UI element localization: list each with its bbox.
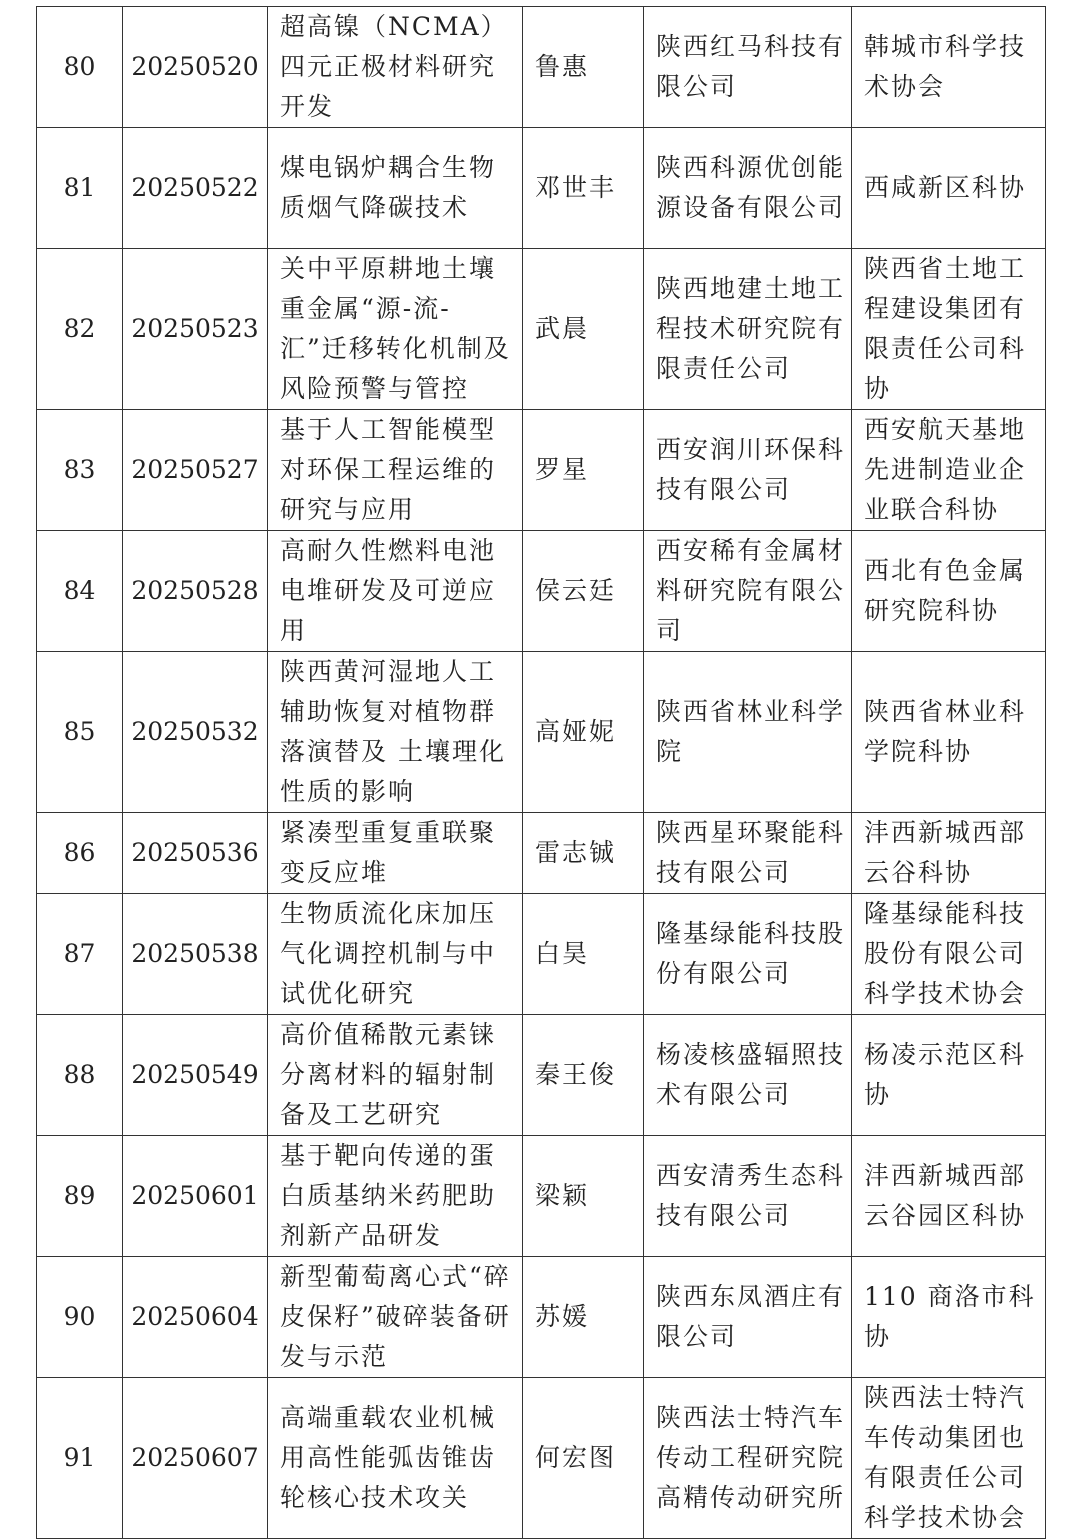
row-number: 90: [37, 1257, 123, 1378]
applicant-unit: 陕西红马科技有限公司: [644, 7, 852, 128]
project-leader: 武晨: [523, 249, 644, 410]
project-code: 20250604: [123, 1257, 268, 1378]
project-title: 紧凑型重复重联聚变反应堆: [268, 813, 523, 894]
applicant-unit: 隆基绿能科技股份有限公司: [644, 894, 852, 1015]
project-title: 高耐久性燃料电池电堆研发及可逆应用: [268, 531, 523, 652]
table-row: [37, 1136, 1046, 1257]
table-row: [37, 894, 1046, 1015]
row-number: 81: [37, 128, 123, 249]
project-title: 生物质流化床加压气化调控机制与中试优化研究: [268, 894, 523, 1015]
table-row: [37, 128, 1046, 249]
row-number: 91: [37, 1378, 123, 1539]
project-title: 基于人工智能模型对环保工程运维的研究与应用: [268, 410, 523, 531]
applicant-unit: 西安润川环保科技有限公司: [644, 410, 852, 531]
project-title: 基于靶向传递的蛋白质基纳米药肥助剂新产品研发: [268, 1136, 523, 1257]
table-row: [37, 249, 1046, 410]
project-code: 20250532: [123, 652, 268, 813]
project-title: 超高镍（NCMA）四元正极材料研究开发: [268, 7, 523, 128]
applicant-unit: 陕西东凤酒庄有限公司: [644, 1257, 852, 1378]
table-row: [37, 652, 1046, 813]
applicant-unit: 陕西科源优创能源设备有限公司: [644, 128, 852, 249]
recommending-org: 陕西省土地工程建设集团有限责任公司科协: [852, 249, 1046, 410]
project-title: 关中平原耕地土壤重金属“源-流-汇”迁移转化机制及风险预警与管控: [268, 249, 523, 410]
project-code: 20250538: [123, 894, 268, 1015]
project-title: 煤电锅炉耦合生物质烟气降碳技术: [268, 128, 523, 249]
applicant-unit: 西安清秀生态科技有限公司: [644, 1136, 852, 1257]
row-number: 87: [37, 894, 123, 1015]
table-row: [37, 531, 1046, 652]
project-code: 20250522: [123, 128, 268, 249]
project-title: 陕西黄河湿地人工辅助恢复对植物群落演替及 土壤理化性质的影响: [268, 652, 523, 813]
project-title: 新型葡萄离心式“碎皮保籽”破碎装备研发与示范: [268, 1257, 523, 1378]
row-number: 88: [37, 1015, 123, 1136]
recommending-org: 沣西新城西部云谷科协: [852, 813, 1046, 894]
project-code: 20250523: [123, 249, 268, 410]
recommending-org: 陕西省林业科学院科协: [852, 652, 1046, 813]
project-code: 20250607: [123, 1378, 268, 1539]
recommending-org: 陕西法士特汽车传动集团也有限责任公司科学技术协会: [852, 1378, 1046, 1539]
applicant-unit: 陕西省林业科学院: [644, 652, 852, 813]
project-code: 20250520: [123, 7, 268, 128]
recommending-org: 杨凌示范区科协: [852, 1015, 1046, 1136]
project-leader: 苏媛: [523, 1257, 644, 1378]
row-number: 80: [37, 7, 123, 128]
table-row: [37, 1257, 1046, 1378]
row-number: 84: [37, 531, 123, 652]
project-code: 20250536: [123, 813, 268, 894]
project-leader: 白昊: [523, 894, 644, 1015]
applicant-unit: 杨凌核盛辐照技术有限公司: [644, 1015, 852, 1136]
project-leader: 鲁惠: [523, 7, 644, 128]
row-number: 89: [37, 1136, 123, 1257]
project-code: 20250527: [123, 410, 268, 531]
table-row: [37, 7, 1046, 128]
recommending-org: 隆基绿能科技股份有限公司科学技术协会: [852, 894, 1046, 1015]
project-leader: 罗星: [523, 410, 644, 531]
row-number: 86: [37, 813, 123, 894]
project-title: 高端重载农业机械用高性能弧齿锥齿轮核心技术攻关: [268, 1378, 523, 1539]
applicant-unit: 陕西法士特汽车传动工程研究院高精传动研究所: [644, 1378, 852, 1539]
project-leader: 何宏图: [523, 1378, 644, 1539]
row-number: 83: [37, 410, 123, 531]
project-leader: 雷志铖: [523, 813, 644, 894]
project-leader: 梁颖: [523, 1136, 644, 1257]
recommending-org: 韩城市科学技术协会: [852, 7, 1046, 128]
project-leader: 高娅妮: [523, 652, 644, 813]
recommending-org: 110 商洛市科协: [852, 1257, 1046, 1378]
recommending-org: 西安航天基地先进制造业企业联合科协: [852, 410, 1046, 531]
row-number: 82: [37, 249, 123, 410]
project-leader: 秦王俊: [523, 1015, 644, 1136]
project-title: 高价值稀散元素铼分离材料的辐射制备及工艺研究: [268, 1015, 523, 1136]
table-row: [37, 1015, 1046, 1136]
recommending-org: 西咸新区科协: [852, 128, 1046, 249]
table-row: [37, 813, 1046, 894]
table-row: [37, 1378, 1046, 1539]
project-code: 20250549: [123, 1015, 268, 1136]
project-leader: 侯云廷: [523, 531, 644, 652]
project-code: 20250601: [123, 1136, 268, 1257]
applicant-unit: 陕西星环聚能科技有限公司: [644, 813, 852, 894]
project-code: 20250528: [123, 531, 268, 652]
row-number: 85: [37, 652, 123, 813]
project-table: [36, 6, 1046, 1539]
table-row: [37, 410, 1046, 531]
recommending-org: 沣西新城西部云谷园区科协: [852, 1136, 1046, 1257]
applicant-unit: 西安稀有金属材料研究院有限公司: [644, 531, 852, 652]
project-leader: 邓世丰: [523, 128, 644, 249]
applicant-unit: 陕西地建土地工程技术研究院有限责任公司: [644, 249, 852, 410]
recommending-org: 西北有色金属研究院科协: [852, 531, 1046, 652]
